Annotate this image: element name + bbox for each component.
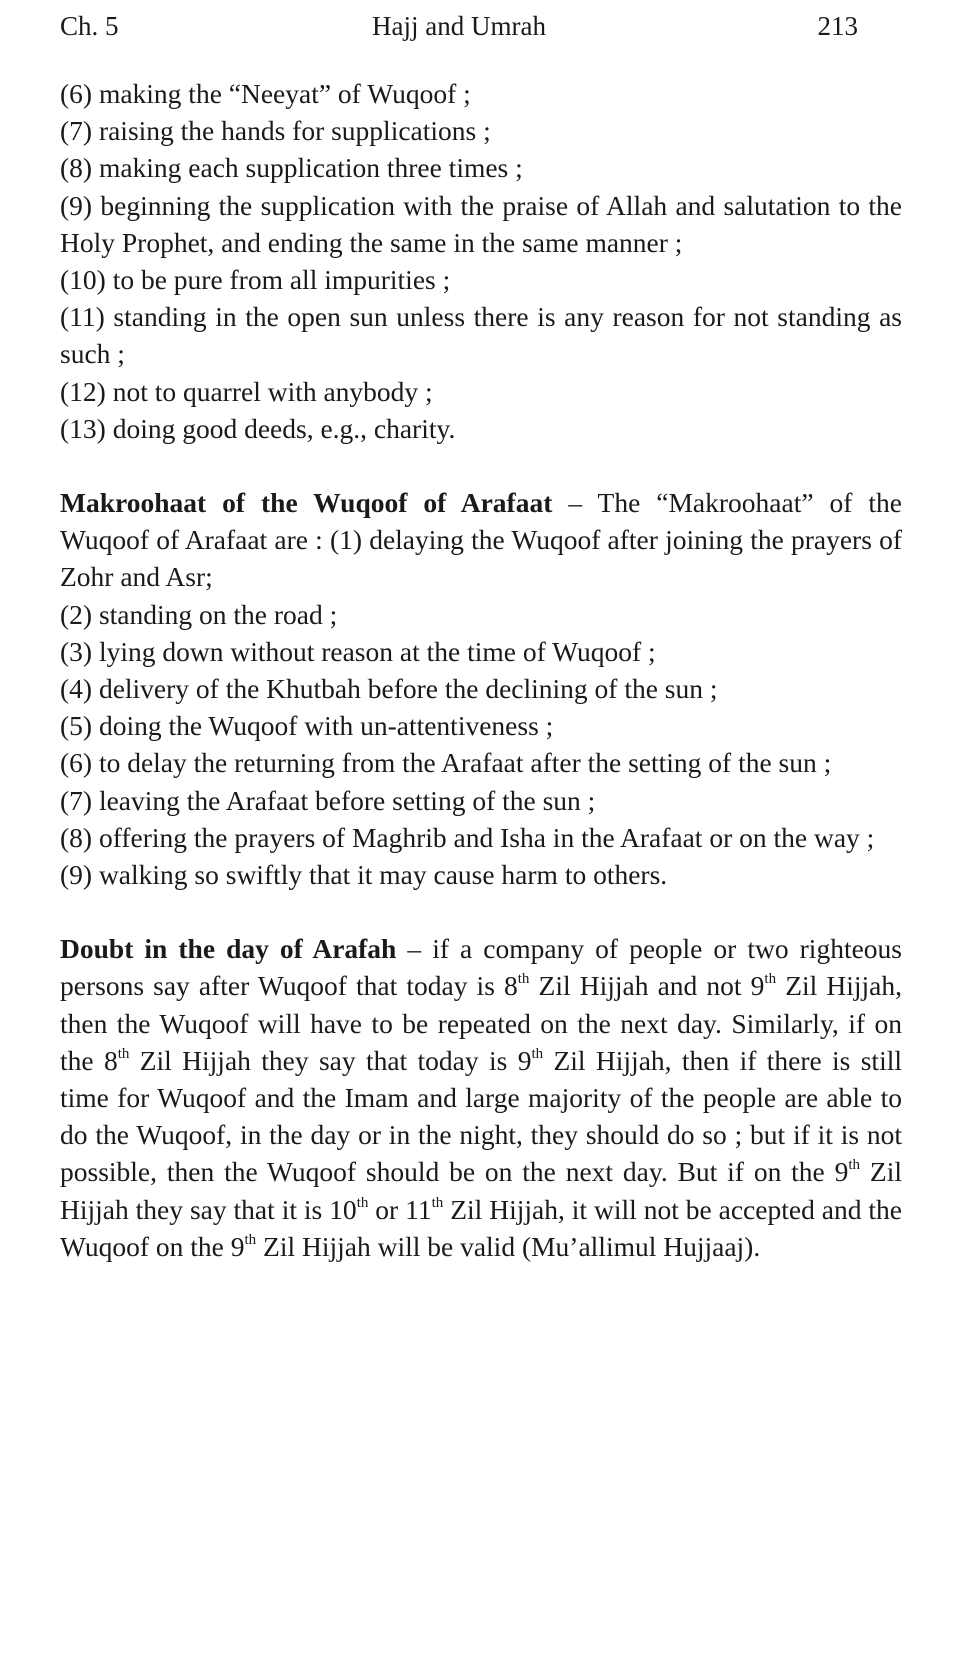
page-number: 213 — [817, 11, 858, 41]
paragraph-gap — [60, 447, 902, 484]
makroohaat-heading: Makroohaat of the Wuqoof of Arafaat — [60, 487, 553, 519]
page-body — [60, 75, 902, 1265]
list-item: (7) raising the hands for supplications ; — [60, 115, 491, 147]
doubt-text: or 11 — [368, 1193, 432, 1225]
list-item: (11) standing in the open sun unless there is any reason for not standing as such ; — [60, 301, 902, 370]
doubt-text: Zil Hijjah, it will not be accepted and the Wuqoof on the 9 — [60, 1193, 902, 1262]
book-title: Hajj and Umrah — [372, 11, 546, 41]
list-item: (9) beginning the supplication with the praise of Allah and salutation to the Holy Prophet, and ending the same in the same manner ; — [60, 189, 902, 258]
list-item: (5) doing the Wuqoof with un-attentiveness ; — [60, 710, 554, 742]
list-item: (2) standing on the road ; — [60, 598, 338, 630]
ordinal-suffix: th — [244, 1231, 257, 1248]
ordinal-suffix: th — [517, 971, 530, 988]
list-item: (12) not to quarrel with anybody ; — [60, 375, 433, 407]
doubt-text: Zil Hijjah and not 9 — [529, 970, 765, 1002]
ordinal-suffix: th — [117, 1045, 130, 1062]
doubt-heading: Doubt in the day of Arafah — [60, 933, 397, 965]
makroohaat-intro: – The “Makroohaat” of the Wuqoof of Arafaat are : (1) delaying the Wuqoof after joining the prayers of Zohr and Asr; — [60, 487, 903, 593]
list-item: (3) lying down without reason at the time of Wuqoof ; — [60, 635, 656, 667]
doubt-text: Zil Hijjah they say that it is 10 — [60, 1156, 902, 1225]
list-item: (13) doing good deeds, e.g., charity. — [60, 412, 456, 444]
paragraph-gap — [60, 893, 902, 930]
running-header — [60, 6, 858, 46]
ordinal-suffix: th — [764, 971, 777, 988]
doubt-text: Zil Hijjah, then if there is still time for Wuqoof and the Imam and large majority of the people are able to do the Wuqoof, in the day or in the night, they should do so ; but if it is not possible, then the Wuqoof should be on the next day. But if on the 9 — [60, 1044, 902, 1188]
doubt-paragraph — [60, 930, 902, 1265]
list-item: (8) making each supplication three times ; — [60, 152, 523, 184]
ordinal-suffix: th — [356, 1194, 369, 1211]
makroohaat-paragraph — [60, 484, 902, 596]
list-item: (10) to be pure from all impurities ; — [60, 264, 451, 296]
doubt-text: Zil Hijjah will be valid (Mu’allimul Hujjaaj). — [256, 1230, 761, 1262]
list-item: (8) offering the prayers of Maghrib and Isha in the Arafaat or on the way ; — [60, 821, 875, 853]
chapter-label: Ch. 5 — [60, 11, 119, 41]
doubt-text: Zil Hijjah they say that today is 9 — [129, 1044, 532, 1076]
ordinal-suffix: th — [848, 1157, 861, 1174]
doubt-text: – if a company of people or two righteous persons say after Wuqoof that today is 8 — [60, 933, 902, 1002]
list-item: (4) delivery of the Khutbah before the declining of the sun ; — [60, 673, 718, 705]
list-item: (6) making the “Neeyat” of Wuqoof ; — [60, 78, 471, 109]
list-item: (6) to delay the returning from the Arafaat after the setting of the sun ; — [60, 747, 832, 779]
doubt-text: Zil Hijjah, then the Wuqoof will have to be repeated on the next day. Similarly, if on the 8 — [60, 970, 902, 1076]
ordinal-suffix: th — [531, 1045, 544, 1062]
ordinal-suffix: th — [431, 1194, 444, 1211]
list-item: (9) walking so swiftly that it may cause harm to others. — [60, 859, 668, 891]
list-item: (7) leaving the Arafaat before setting of the sun ; — [60, 784, 596, 816]
